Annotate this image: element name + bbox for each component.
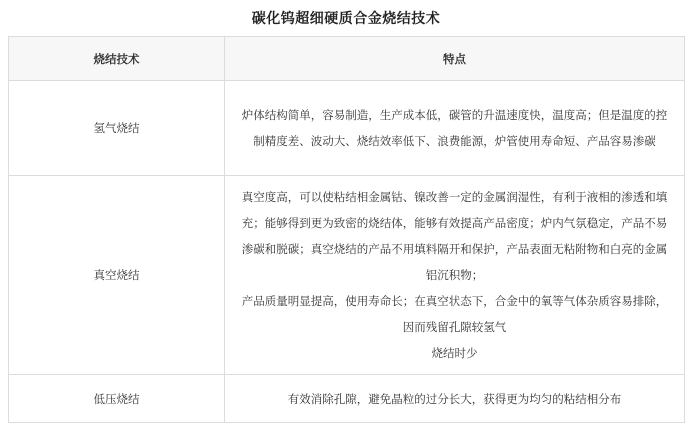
table-header-row [9,37,685,81]
feature-text: 产品质量明显提高，使用寿命长；在真空状态下，合金中的氧等气体杂质容易排除，因而残留孔隙较氢气 [241,294,668,334]
row-features-low-pressure [225,375,685,423]
row-method-hydrogen: 氢气烧结 [9,81,225,176]
feature-text: 有效消除孔隙，避免晶粒的过分长大，获得更为均匀的粘结相分布 [287,391,622,406]
sintering-table [8,36,685,423]
feature-text: 烧结时少 [431,346,478,360]
page-title: 碳化钨超细硬质合金烧结技术 [251,11,441,27]
row-method-low-pressure: 低压烧结 [9,375,225,423]
row-method-vacuum: 真空烧结 [9,176,225,375]
table-row [9,81,685,176]
table-row [9,176,685,375]
row-features-hydrogen [225,81,685,176]
header-features: 特点 [225,37,685,81]
feature-text: 炉体结构简单，容易制造，生产成本低，碳管的升温速度快，温度高；但是温度的控制精度差、波动大、烧结效率低下、浪费能源，炉管使用寿命短、产品容易渗碳 [241,108,668,148]
header-method: 烧结技术 [9,37,225,81]
table-row [9,375,685,423]
feature-text: 真空度高，可以使粘结相金属钴、镍改善一定的金属润湿性，有利于液相的渗透和填充；能够得到更为致密的烧结体，能够有效提高产品密度；炉内气氛稳定，产品不易渗碳和脱碳；真空烧结的产品不用填料隔开和保护，产品表面无粘附物和白亮的金属铝沉积物； [241,190,668,282]
row-features-vacuum [225,176,685,375]
